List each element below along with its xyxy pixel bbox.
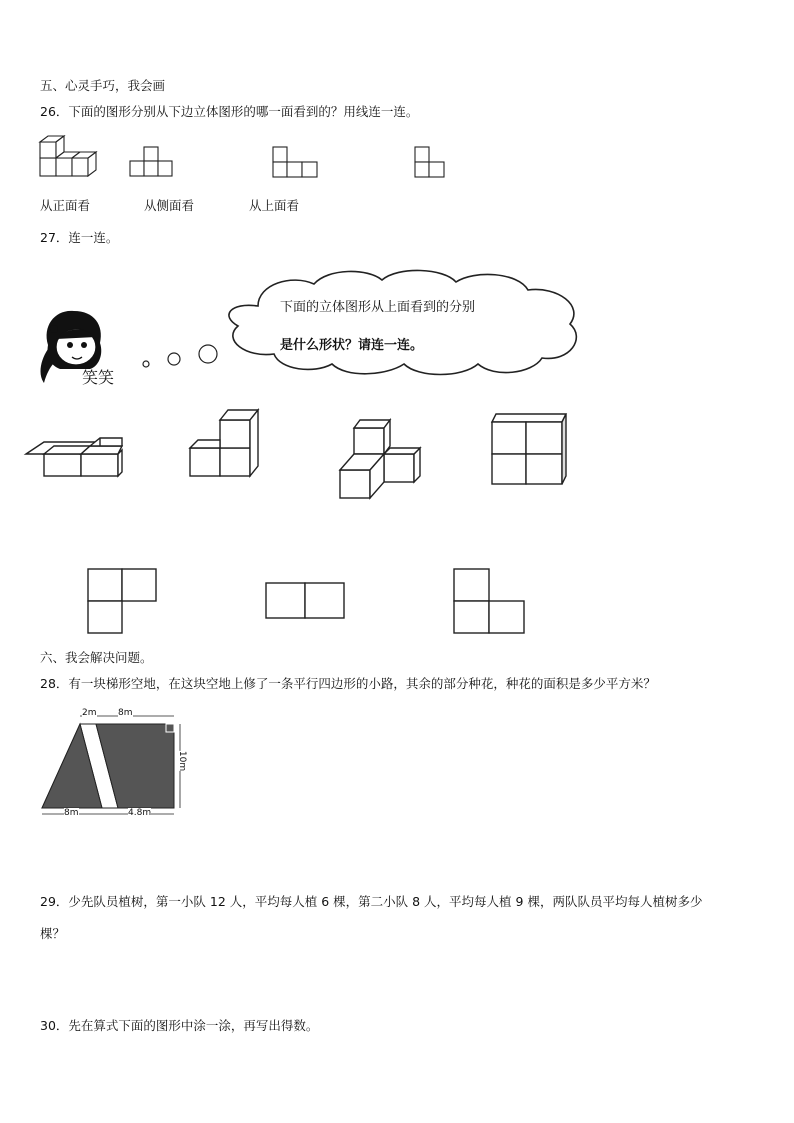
- q26-solid-figure: [38, 138, 108, 182]
- solid-figure-3: [338, 414, 430, 500]
- section-heading-5: 五、心灵手巧，我会画: [40, 78, 166, 93]
- dim-top-right: 8m: [118, 708, 133, 718]
- dim-bottom-left: 8m: [64, 808, 79, 818]
- section-heading-6: 六、我会解决问题。: [40, 650, 153, 665]
- q26-side-view: [130, 146, 176, 180]
- solid-figure-4: [490, 412, 572, 486]
- question-26-text: 26．下面的图形分别从下边立体图形的哪一面看到的？用线连一连。: [40, 104, 419, 119]
- dim-height: 10m: [177, 750, 188, 772]
- top-view-shape-b: [265, 582, 347, 620]
- q26-top-view: [414, 146, 448, 182]
- dim-bottom-right: 4.8m: [128, 808, 152, 818]
- dim-path-width: 2m: [82, 708, 97, 718]
- solid-figure-1: [42, 420, 122, 480]
- solid-figure-2: [188, 404, 268, 480]
- label-top-view: 从上面看: [249, 198, 300, 213]
- q26-front-view: [272, 146, 322, 180]
- thought-bubbles: [140, 340, 220, 370]
- question-30-text: 30．先在算式下面的图形中涂一涂，再写出得数。: [40, 1018, 319, 1033]
- question-29-line2: 棵？: [40, 926, 66, 941]
- question-27-text: 27．连一连。: [40, 230, 119, 245]
- top-view-shape-c: [453, 568, 527, 636]
- character-name: 笑笑: [82, 368, 115, 387]
- trapezoid-figure: [38, 708, 186, 818]
- cloud-text-line1: 下面的立体图形从上面看到的分别: [280, 300, 476, 315]
- cloud-text-line2: 是什么形状？请连一连。: [280, 338, 424, 353]
- question-29-line1: 29．少先队员植树，第一小队 12 人，平均每人植 6 棵，第二小队 8 人，平均每人植 9 棵，两队队员平均每人植树多少: [40, 894, 703, 909]
- top-view-shape-a: [87, 568, 159, 636]
- question-28-text: 28．有一块梯形空地，在这块空地上修了一条平行四边形的小路，其余的部分种花，种花的面积是多少平方米？: [40, 676, 656, 691]
- speech-cloud: [218, 266, 584, 380]
- label-front-view: 从正面看: [40, 198, 91, 213]
- label-side-view: 从侧面看: [144, 198, 195, 213]
